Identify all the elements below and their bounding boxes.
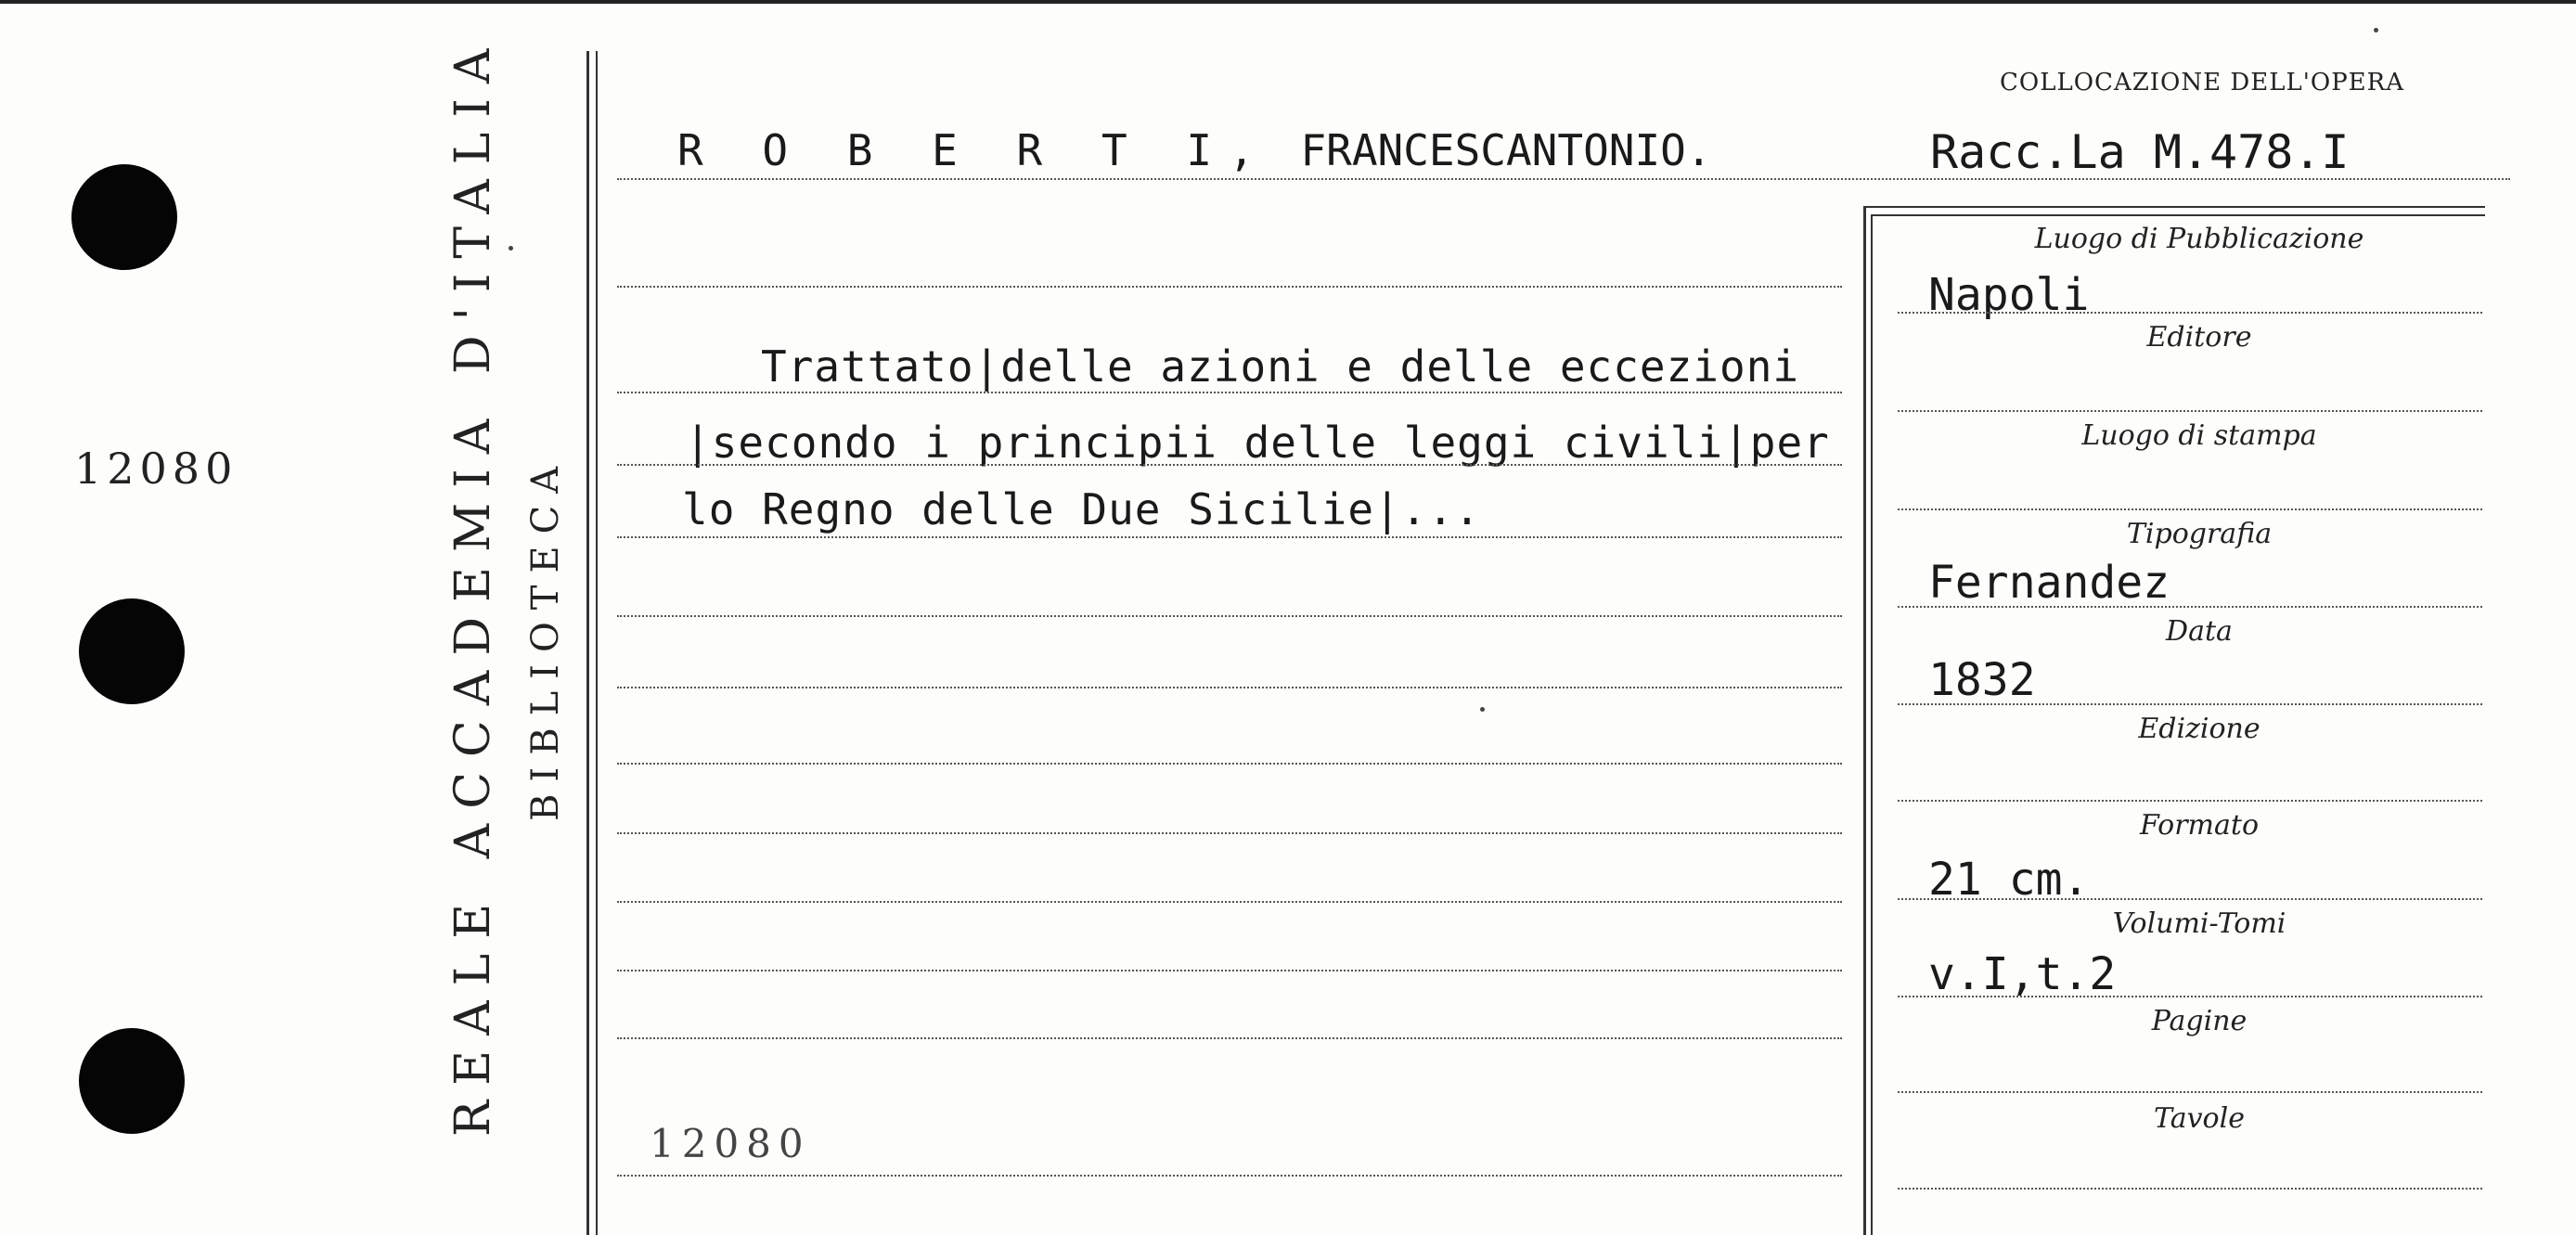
field-label-tipografia: Tipografia	[2126, 518, 2273, 550]
field-rule	[1898, 508, 2482, 510]
collocation-label: COLLOCAZIONE DELL'OPERA	[2000, 69, 2405, 96]
institution-name: REALE ACCADEMIA D'ITALIA	[445, 33, 501, 1137]
field-label-luogo-pubblicazione: Luogo di Pubblicazione	[2034, 223, 2364, 255]
rule-line	[617, 832, 1842, 834]
rule-line	[617, 687, 1842, 688]
field-rule	[1898, 312, 2482, 314]
field-rule	[1898, 800, 2482, 802]
field-value-volumi-tomi: v.I,t.2	[1928, 948, 2117, 1000]
field-rule	[1898, 703, 2482, 705]
field-value-luogo-pubblicazione: Napoli	[1928, 269, 2090, 321]
field-rule	[1898, 606, 2482, 608]
rule-line	[617, 1037, 1842, 1039]
rule-line	[617, 464, 1842, 466]
field-rule	[1898, 410, 2482, 412]
field-rule	[1898, 1188, 2482, 1190]
title-line-1: Trattato|delle azioni e delle eccezioni	[761, 341, 1800, 392]
field-rule	[1898, 898, 2482, 900]
field-label-data: Data	[2166, 615, 2233, 648]
punch-hole-top	[71, 164, 177, 270]
field-label-luogo-stampa: Luogo di stampa	[2081, 419, 2317, 452]
right-box-top-inner	[1871, 214, 2485, 216]
scan-speck	[2374, 28, 2378, 32]
field-label-editore: Editore	[2146, 321, 2252, 354]
rule-line	[617, 763, 1842, 765]
bottom-accession-number: 12080	[650, 1121, 811, 1166]
field-label-pagine: Pagine	[2151, 1005, 2248, 1037]
right-box-top-outer	[1863, 206, 2485, 208]
rule-line	[617, 970, 1842, 971]
rule-line	[617, 615, 1842, 617]
field-value-tipografia: Fernandez	[1928, 557, 2170, 609]
field-label-edizione: Edizione	[2138, 713, 2260, 745]
title-line-2: |secondo i principii delle leggi civili|per	[685, 418, 1830, 468]
scan-speck	[1480, 707, 1485, 712]
title-line-3: lo Regno delle Due Sicilie|...	[682, 484, 1481, 534]
field-value-data: 1832	[1928, 654, 2036, 706]
field-rule	[1898, 996, 2482, 997]
rule-line	[617, 901, 1842, 903]
rule-line	[617, 536, 1842, 538]
field-label-formato: Formato	[2139, 809, 2260, 842]
rule-line	[617, 1175, 1842, 1177]
right-box-border-inner	[1871, 215, 1873, 1235]
field-label-tavole: Tavole	[2154, 1102, 2245, 1135]
punch-hole-bottom	[79, 1028, 185, 1134]
left-rule-inner	[596, 51, 598, 1235]
right-box-border-outer	[1863, 206, 1866, 1235]
author-heading	[677, 125, 1712, 175]
rule-line	[617, 392, 1842, 393]
collocation-value: Racc.La M.478.I	[1930, 125, 2350, 179]
department-name: BIBLIOTECA	[524, 454, 567, 821]
author-surname: R O B E R T I,	[677, 125, 1271, 175]
author-given-name: FRANCESCANTONIO.	[1300, 125, 1712, 175]
rule-line	[617, 286, 1842, 288]
field-value-formato: 21 cm.	[1928, 854, 2090, 906]
left-rule-outer	[586, 51, 589, 1235]
side-accession-number: 12080	[74, 444, 238, 494]
field-rule	[1898, 1091, 2482, 1093]
punch-hole-middle	[79, 598, 185, 704]
field-label-volumi-tomi: Volumi-Tomi	[2112, 907, 2286, 940]
card-top-edge	[0, 0, 2576, 4]
scan-speck	[509, 246, 513, 251]
